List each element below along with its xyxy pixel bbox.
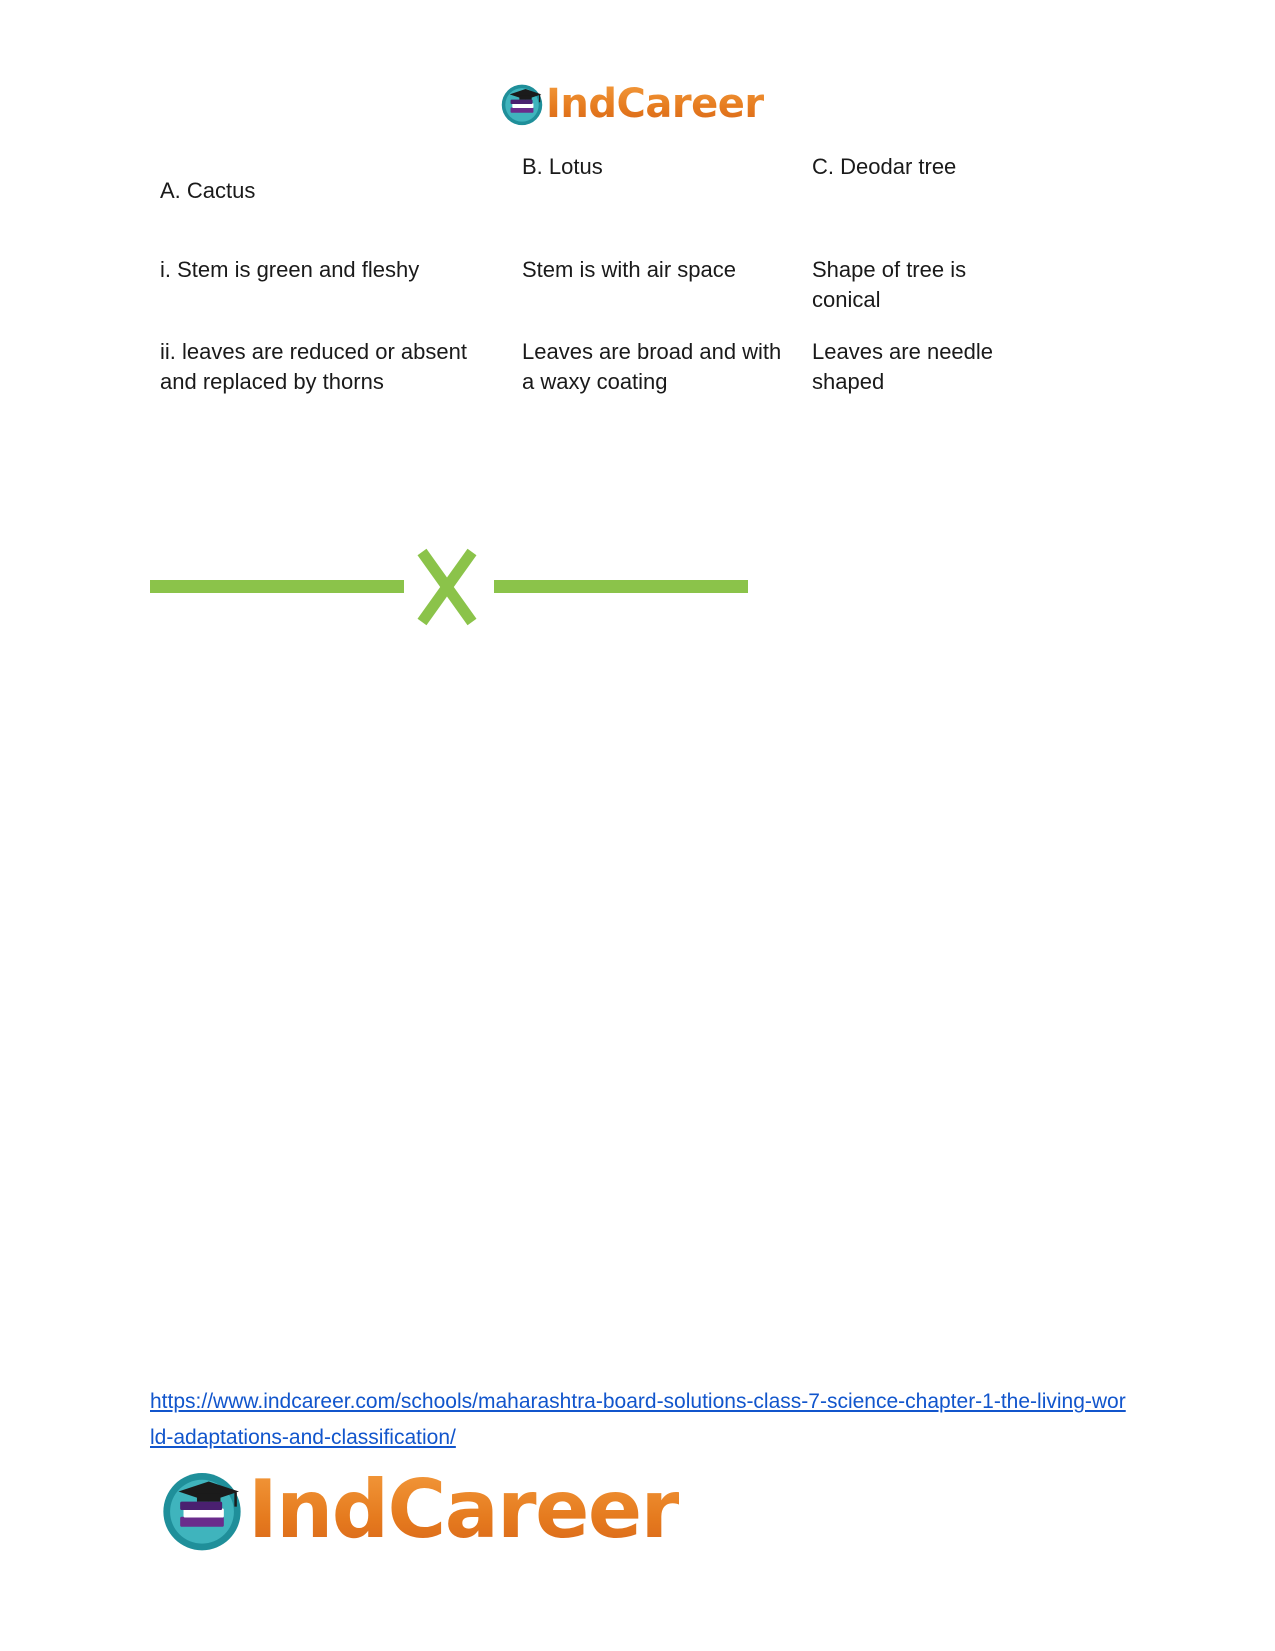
section-divider xyxy=(150,548,750,626)
lotus-stem-cell: Stem is with air space xyxy=(522,257,736,282)
header-logo xyxy=(500,78,764,130)
cactus-leaves-cell: ii. leaves are reduced or absent and replaced by thorns xyxy=(160,339,467,394)
graduation-books-icon xyxy=(160,1468,244,1552)
deodar-leaves-cell: Leaves are needle shaped xyxy=(812,339,994,394)
column-header-deodar: C. Deodar tree xyxy=(812,154,957,179)
logo-wordmark: IndCareer xyxy=(248,1463,679,1556)
lotus-leaves-cell: Leaves are broad and with a waxy coating xyxy=(522,339,782,394)
footer-logo xyxy=(160,1465,679,1555)
column-header-lotus: B. Lotus xyxy=(522,154,603,179)
logo-wordmark: IndCareer xyxy=(546,81,764,127)
divider-cross-icon xyxy=(422,552,472,622)
column-header-cactus: A. Cactus xyxy=(160,178,256,203)
deodar-shape-cell: Shape of tree is conical xyxy=(812,257,967,312)
source-link[interactable]: https://www.indcareer.com/schools/maharashtra-board-solutions-class-7-science-chapter-1-the-living-world-adaptations-and-classification/ xyxy=(150,1390,1126,1449)
graduation-books-icon xyxy=(500,82,544,126)
divider-left-bar xyxy=(150,580,404,593)
divider-right-bar xyxy=(494,580,748,593)
cactus-stem-cell: i. Stem is green and fleshy xyxy=(160,257,420,282)
